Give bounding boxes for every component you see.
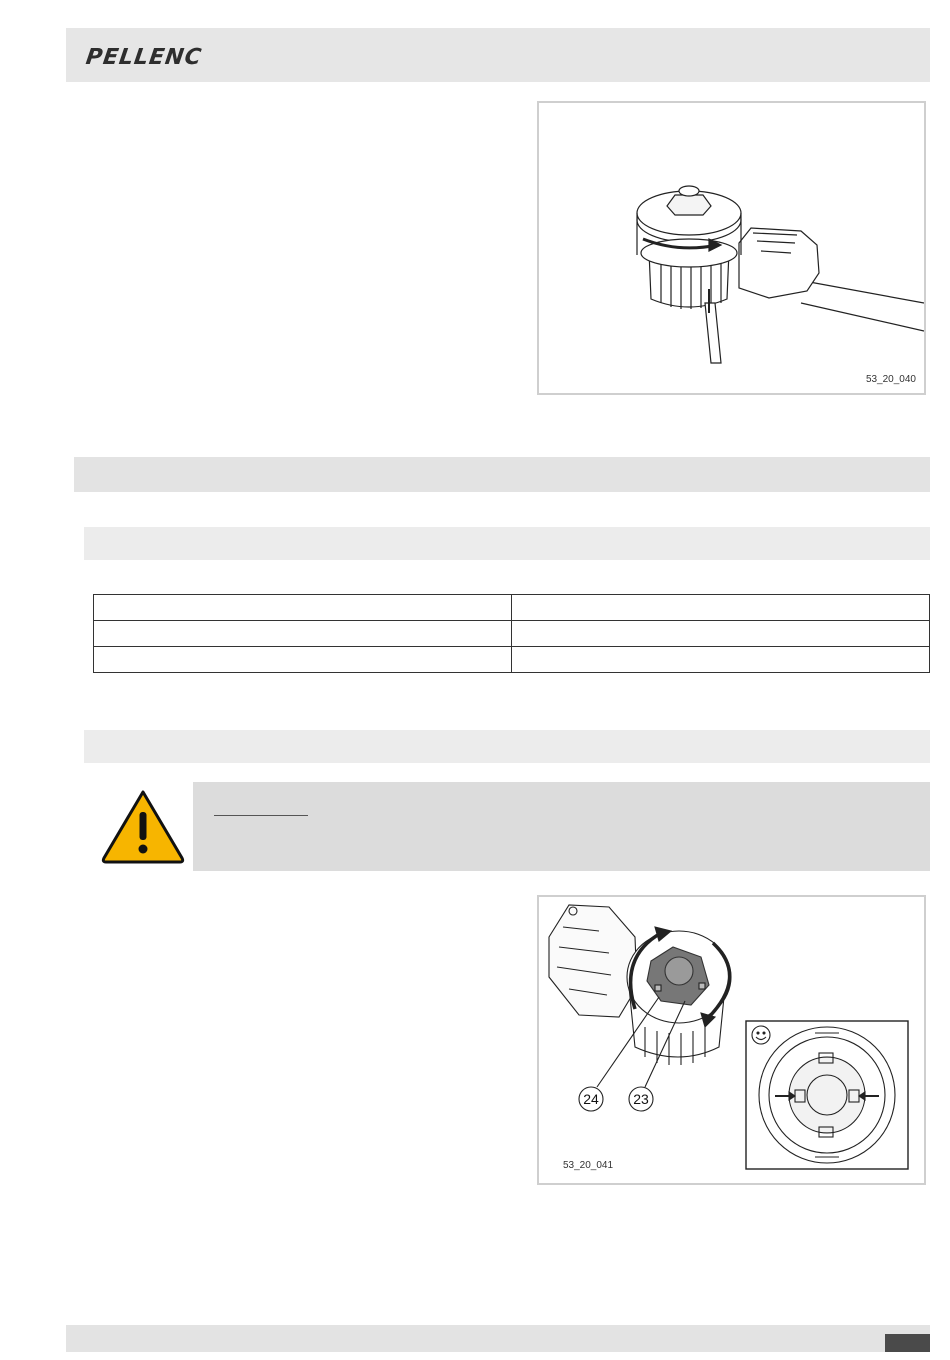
table-cell — [94, 621, 512, 647]
pellenc-logo: PELLENC — [84, 45, 204, 70]
spool-head-illustration — [539, 103, 924, 393]
subsection-bar-2 — [84, 730, 930, 763]
table-cell — [512, 595, 930, 621]
section-heading-bar — [74, 457, 930, 492]
specifications-table — [93, 594, 930, 673]
table-cell — [512, 621, 930, 647]
callout-24: 24 — [583, 1091, 599, 1107]
table-cell — [512, 647, 930, 673]
footer-bar — [66, 1325, 930, 1352]
table-row — [94, 595, 930, 621]
table-cell — [94, 647, 512, 673]
table-row — [94, 621, 930, 647]
page-number-tab — [885, 1334, 930, 1352]
subsection-bar-1 — [84, 527, 930, 560]
figure-code: 53_20_040 — [865, 374, 916, 385]
warning-text-area — [193, 782, 930, 871]
callout-23: 23 — [633, 1091, 649, 1107]
figure-spool-removal — [537, 101, 926, 395]
figure-cap-removal — [537, 895, 926, 1185]
table-cell — [94, 595, 512, 621]
cap-illustration — [539, 897, 924, 1183]
warning-title-underline — [214, 815, 308, 816]
figure-code: 53_20_041 — [563, 1160, 614, 1171]
warning-icon-container — [86, 782, 193, 871]
warning-box — [86, 782, 930, 871]
table-row — [94, 647, 930, 673]
warning-triangle-icon — [86, 782, 193, 871]
